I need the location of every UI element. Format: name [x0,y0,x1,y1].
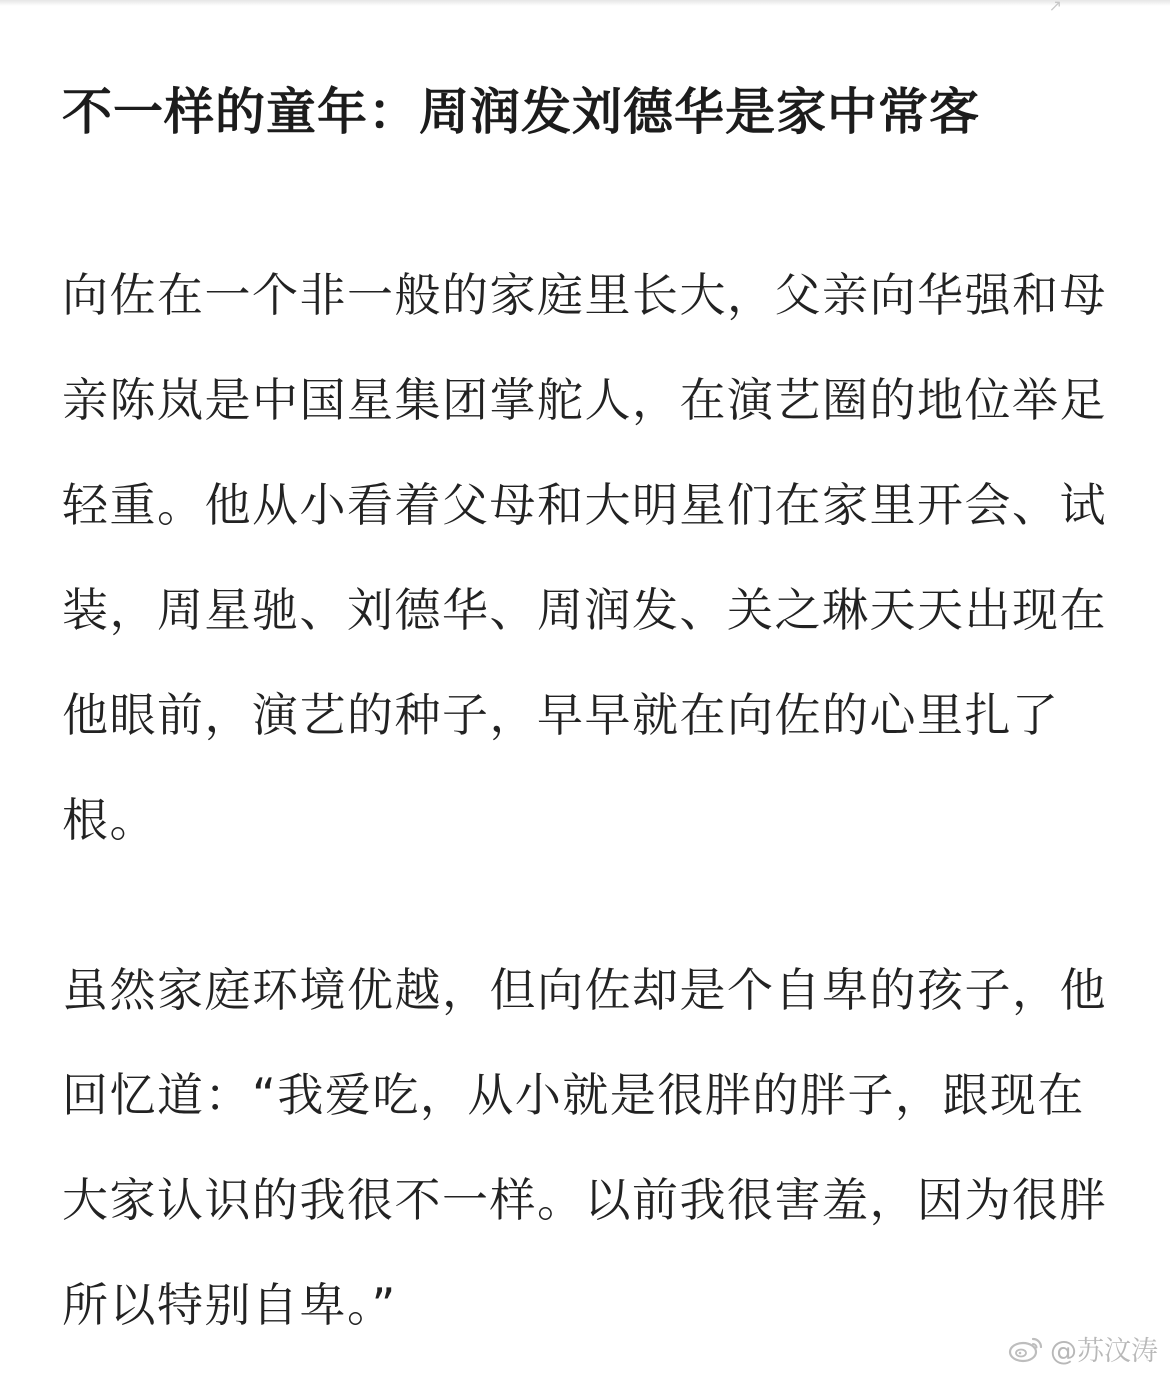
top-edge-shadow [0,0,1170,6]
article-paragraph: 向佐在一个非一般的家庭里长大，父亲向华强和母亲陈岚是中国星集团掌舵人，在演艺圈的地位举足轻重。他从小看着父母和大明星们在家里开会、试装，周星驰、刘德华、周润发、关之琳天天出现在他眼前，演艺的种子，早早就在向佐的心里扎了根。 [62,268,1107,847]
article-paragraph: 虽然家庭环境优越，但向佐却是个自卑的孩子，他回忆道：“我爱吃，从小就是很胖的胖子，跟现在大家认识的我很不一样。以前我很害羞，因为很胖所以特别自卑。” [62,963,1107,1332]
watermark-handle: @苏汶涛 [1050,1336,1158,1367]
weibo-icon [1008,1335,1044,1363]
article-title: 不一样的童年：周润发刘德华是家中常客 [62,83,980,141]
corner-arrow-icon: ↗ [1048,0,1062,15]
weibo-watermark [1008,1329,1158,1368]
